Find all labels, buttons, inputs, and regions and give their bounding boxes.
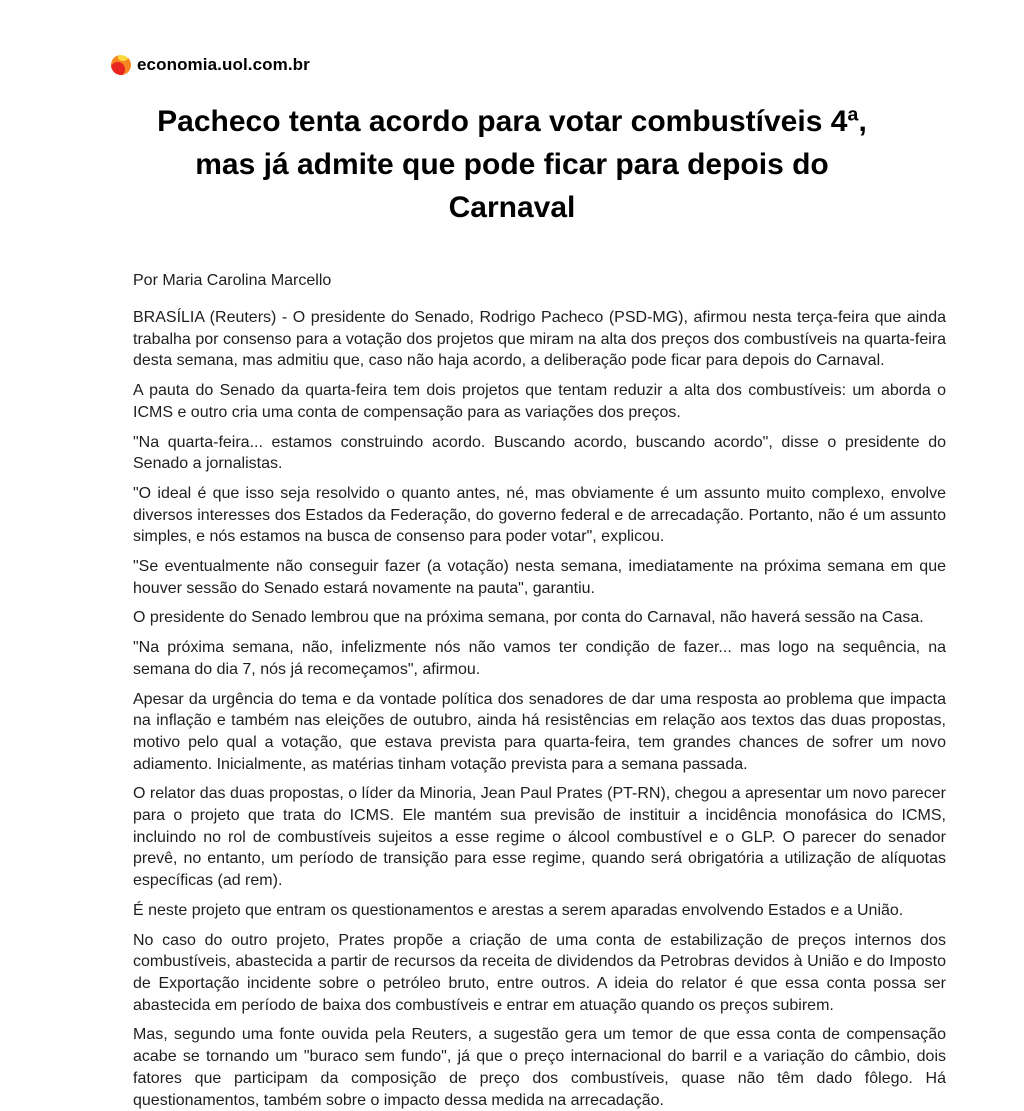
article-paragraph: No caso do outro projeto, Prates propõe a criação de uma conta de estabilização de preços internos dos combustíveis, abastecida a partir de recursos da receita de dividendos da Petrobras devidos à União e do Imposto de Exportação incidente sobre o petróleo bruto, entre outros. A ideia do relator é que essa conta possa ser abastecida em período de baixa dos combustíveis e entrar em atuação quando os preços subirem. <box>133 931 946 1014</box>
site-logo-link[interactable] <box>0 0 1024 75</box>
article-title-line: Carnaval <box>448 191 576 224</box>
article-paragraph: O relator das duas propostas, o líder da Minoria, Jean Paul Prates (PT-RN), chegou a apresentar um novo parecer para o projeto que trata do ICMS. Ele mantém sua previsão de instituir a incidência monofásica do ICMS, incluindo no rol de combustíveis sujeitos a esse regime o álcool combustível e o GLP. O parecer do senador prevê, no entanto, um período de transição para esse regime, quando será obrigatória a utilização de alíquotas específicas (ad rem). <box>133 785 946 890</box>
article-paragraph: "O ideal é que isso seja resolvido o quanto antes, né, mas obviamente é um assunto muito complexo, envolve diversos interesses dos Estados da Federação, do governo federal e de arrecadação. Portanto, não é um assunto simples, e nós estamos na busca de consenso para poder votar", explicou. <box>133 484 946 546</box>
site-name: economia.uol.com.br <box>137 55 310 74</box>
article-byline: Por Maria Carolina Marcello <box>133 272 332 289</box>
article-paragraph: "Se eventualmente não conseguir fazer (a votação) nesta semana, imediatamente na próxima semana em que houver sessão do Senado estará novamente na pauta", garantiu. <box>133 558 946 597</box>
article-paragraph: "Na próxima semana, não, infelizmente nós não vamos ter condição de fazer... mas logo na sequência, na semana do dia 7, nós já recomeçamos", afirmou. <box>133 639 946 678</box>
article-title-line: Pacheco tenta acordo para votar combustíveis 4ª, <box>157 105 867 138</box>
article-paragraph: BRASÍLIA (Reuters) - O presidente do Senado, Rodrigo Pacheco (PSD-MG), afirmou nesta terça-feira que ainda trabalha por consenso para a votação dos projetos que miram na alta dos preços dos combustíveis na quarta-feira desta semana, mas admitiu que, caso não haja acordo, a deliberação pode ficar para depois do Carnaval. <box>133 309 946 370</box>
article-paragraph: A pauta do Senado da quarta-feira tem dois projetos que tentam reduzir a alta dos combustíveis: um aborda o ICMS e outro cria uma conta de compensação para as variações dos preços. <box>133 382 946 421</box>
article-paragraph: O presidente do Senado lembrou que na próxima semana, por conta do Carnaval, não haverá sessão na Casa. <box>133 609 924 627</box>
uol-logo-icon <box>111 55 131 75</box>
article-paragraph: É neste projeto que entram os questionamentos e arestas a serem aparadas envolvendo Estados e a União. <box>133 901 904 919</box>
article-title-line: mas já admite que pode ficar para depois do <box>195 148 829 181</box>
article-title <box>97 100 927 229</box>
article-paragraph: Mas, segundo uma fonte ouvida pela Reuters, a sugestão gera um temor de que essa conta de compensação acabe se tornando um "buraco sem fundo", já que o preço internacional do barril e a variação do câmbio, dois fatores que participam da composição de preço dos combustíveis, quase não têm dado fôlego. Há questionamentos, também sobre o impacto dessa medida na arrecadação. <box>133 1026 946 1109</box>
article-body <box>133 307 946 1111</box>
article-paragraph: Apesar da urgência do tema e da vontade política dos senadores de dar uma resposta ao problema que impacta na inflação e também nas eleições de outubro, ainda há resistências em relação aos textos das duas propostas, motivo pelo qual a votação, que estava prevista para quarta-feira, tem grandes chances de sofrer um novo adiamento. Inicialmente, as matérias tinham votação prevista para a semana passada. <box>133 690 946 773</box>
article-paragraph: "Na quarta-feira... estamos construindo acordo. Buscando acordo, buscando acordo", disse o presidente do Senado a jornalistas. <box>133 433 946 473</box>
